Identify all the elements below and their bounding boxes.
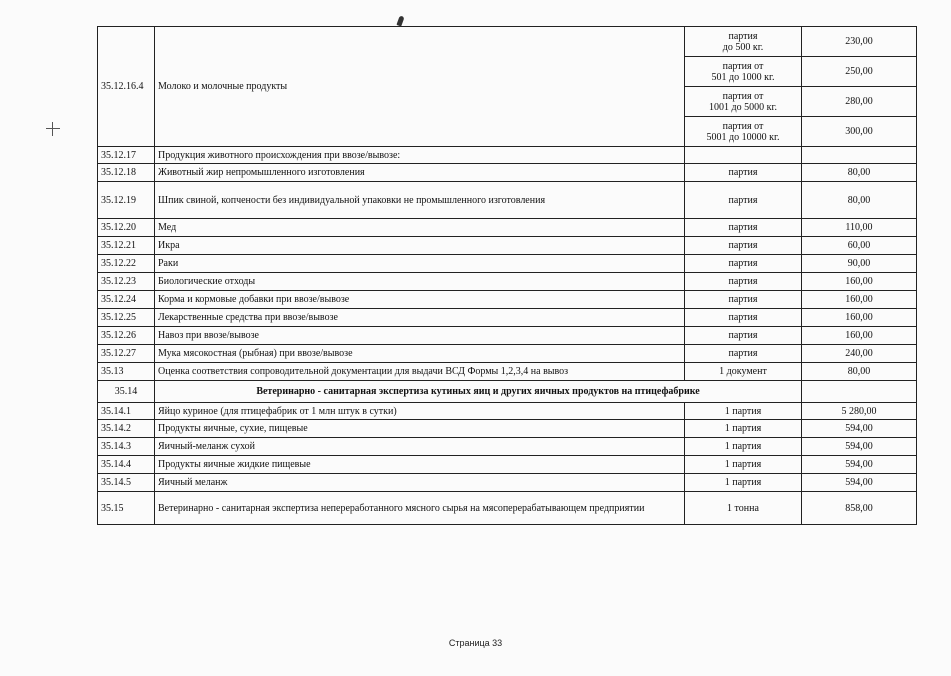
crop-mark-icon xyxy=(46,122,60,136)
table-row xyxy=(98,291,917,309)
row-price: 300,00 xyxy=(802,117,917,147)
table-row xyxy=(98,182,917,219)
row-name: Оценка соответствия сопроводительной документации для выдачи ВСД Формы 1,2,3,4 на вывоз xyxy=(155,363,685,381)
row-unit: партия до 500 кг. xyxy=(685,27,802,57)
row-price xyxy=(802,381,917,403)
row-code: 35.12.21 xyxy=(98,237,155,255)
table-row xyxy=(98,438,917,456)
row-price: 160,00 xyxy=(802,291,917,309)
row-price xyxy=(802,147,917,164)
row-price: 160,00 xyxy=(802,273,917,291)
row-name: Продукты яичные жидкие пищевые xyxy=(155,456,685,474)
page-number: Страница 33 xyxy=(448,638,503,648)
row-price: 80,00 xyxy=(802,182,917,219)
row-name: Шпик свиной, копчености без индивидуальной упаковки не промышленного изготовления xyxy=(155,182,685,219)
table-row xyxy=(98,456,917,474)
row-code: 35.13 xyxy=(98,363,155,381)
row-name: Яичный меланж xyxy=(155,474,685,492)
row-code: 35.12.27 xyxy=(98,345,155,363)
row-code: 35.14.1 xyxy=(98,403,155,420)
row-code: 35.14.3 xyxy=(98,438,155,456)
price-table xyxy=(97,26,917,525)
row-unit: 1 партия xyxy=(685,420,802,438)
row-code: 35.12.20 xyxy=(98,219,155,237)
table-row xyxy=(98,147,917,164)
row-code: 35.12.24 xyxy=(98,291,155,309)
section-header-row xyxy=(98,381,917,403)
row-name: Мед xyxy=(155,219,685,237)
row-price: 160,00 xyxy=(802,309,917,327)
row-price: 280,00 xyxy=(802,87,917,117)
row-unit: 1 партия xyxy=(685,403,802,420)
table-row xyxy=(98,164,917,182)
row-unit: 1 тонна xyxy=(685,492,802,525)
row-code: 35.15 xyxy=(98,492,155,525)
row-code: 35.12.23 xyxy=(98,273,155,291)
table-row xyxy=(98,327,917,345)
row-price: 230,00 xyxy=(802,27,917,57)
row-price: 594,00 xyxy=(802,438,917,456)
row-price: 80,00 xyxy=(802,363,917,381)
row-code: 35.14.4 xyxy=(98,456,155,474)
row-name: Молоко и молочные продукты xyxy=(155,27,685,147)
table-row xyxy=(98,345,917,363)
row-unit xyxy=(685,147,802,164)
row-code: 35.14 xyxy=(98,381,155,403)
row-code: 35.12.25 xyxy=(98,309,155,327)
row-unit: партия xyxy=(685,237,802,255)
row-unit: партия xyxy=(685,273,802,291)
table-row xyxy=(98,255,917,273)
row-price: 90,00 xyxy=(802,255,917,273)
row-price: 594,00 xyxy=(802,474,917,492)
table-row xyxy=(98,219,917,237)
table-row xyxy=(98,363,917,381)
row-price: 858,00 xyxy=(802,492,917,525)
row-code: 35.14.2 xyxy=(98,420,155,438)
row-price: 240,00 xyxy=(802,345,917,363)
row-name: Икра xyxy=(155,237,685,255)
row-unit: партия xyxy=(685,219,802,237)
row-price: 594,00 xyxy=(802,420,917,438)
section-title: Ветеринарно - санитарная экспертиза кутиных яиц и других яичных продуктов на птицефабрике xyxy=(155,381,802,403)
row-unit: партия xyxy=(685,327,802,345)
row-unit: партия xyxy=(685,345,802,363)
row-unit: партия от 1001 до 5000 кг. xyxy=(685,87,802,117)
row-unit: партия xyxy=(685,255,802,273)
scan-smudge xyxy=(396,15,404,26)
row-price: 80,00 xyxy=(802,164,917,182)
row-code: 35.12.26 xyxy=(98,327,155,345)
table-row xyxy=(98,27,917,57)
table-row xyxy=(98,403,917,420)
row-code: 35.12.18 xyxy=(98,164,155,182)
row-name: Раки xyxy=(155,255,685,273)
row-name: Ветеринарно - санитарная экспертиза непереработанного мясного сырья на мясоперерабатывающем предприятии xyxy=(155,492,685,525)
row-price: 5 280,00 xyxy=(802,403,917,420)
table-row xyxy=(98,420,917,438)
row-name: Продукция животного происхождения при ввозе/вывозе: xyxy=(155,147,685,164)
row-unit: 1 документ xyxy=(685,363,802,381)
row-code: 35.12.17 xyxy=(98,147,155,164)
row-unit: 1 партия xyxy=(685,438,802,456)
row-price: 594,00 xyxy=(802,456,917,474)
row-unit: партия xyxy=(685,182,802,219)
row-unit: партия xyxy=(685,309,802,327)
row-unit: 1 партия xyxy=(685,474,802,492)
table-row xyxy=(98,474,917,492)
table-row xyxy=(98,273,917,291)
table-row xyxy=(98,237,917,255)
row-name: Яичный-меланж сухой xyxy=(155,438,685,456)
table-row xyxy=(98,309,917,327)
row-unit: партия xyxy=(685,164,802,182)
row-unit: партия xyxy=(685,291,802,309)
row-code: 35.12.22 xyxy=(98,255,155,273)
row-name: Корма и кормовые добавки при ввозе/вывозе xyxy=(155,291,685,309)
row-name: Животный жир непромышленного изготовления xyxy=(155,164,685,182)
row-name: Навоз при ввозе/вывозе xyxy=(155,327,685,345)
row-price: 60,00 xyxy=(802,237,917,255)
row-name: Яйцо куриное (для птицефабрик от 1 млн штук в сутки) xyxy=(155,403,685,420)
row-name: Мука мясокостная (рыбная) при ввозе/вывозе xyxy=(155,345,685,363)
row-unit: партия от 501 до 1000 кг. xyxy=(685,57,802,87)
row-price: 160,00 xyxy=(802,327,917,345)
row-unit: 1 партия xyxy=(685,456,802,474)
table-row xyxy=(98,492,917,525)
row-price: 250,00 xyxy=(802,57,917,87)
row-code: 35.14.5 xyxy=(98,474,155,492)
row-unit: партия от 5001 до 10000 кг. xyxy=(685,117,802,147)
row-code: 35.12.19 xyxy=(98,182,155,219)
row-name: Биологические отходы xyxy=(155,273,685,291)
row-name: Лекарственные средства при ввозе/вывозе xyxy=(155,309,685,327)
row-price: 110,00 xyxy=(802,219,917,237)
row-code: 35.12.16.4 xyxy=(98,27,155,147)
row-name: Продукты яичные, сухие, пищевые xyxy=(155,420,685,438)
